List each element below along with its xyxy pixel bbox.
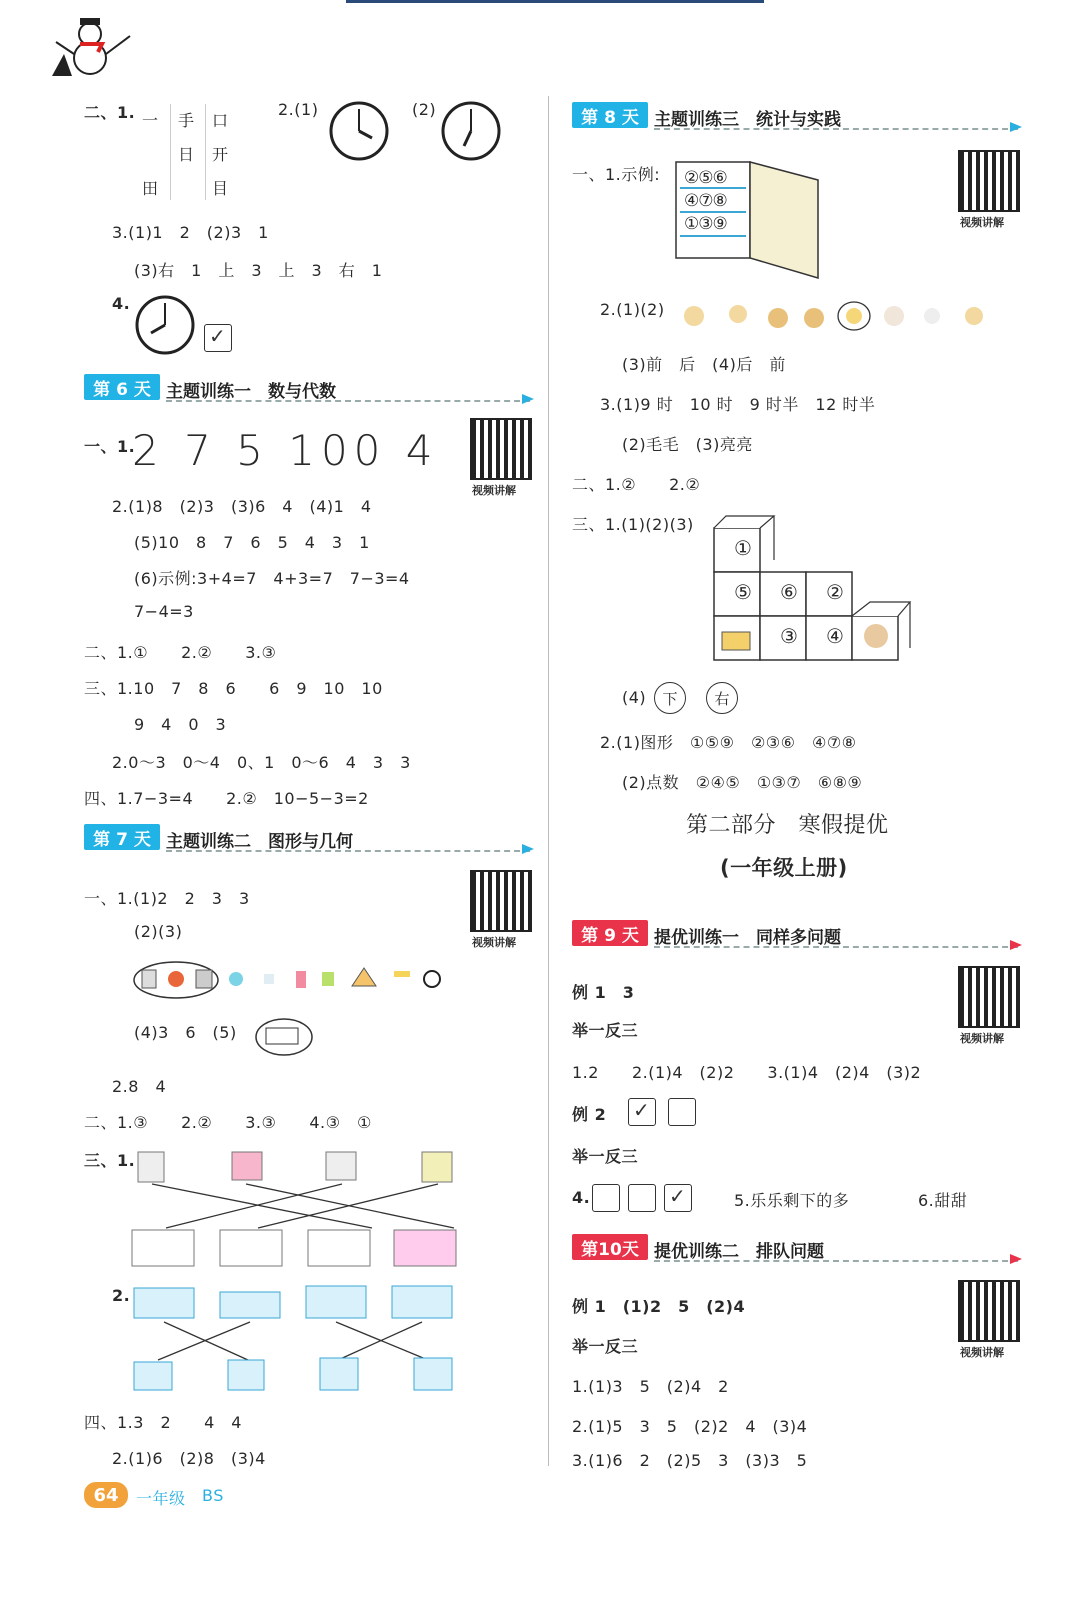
s2-label: 二、1.	[84, 103, 136, 122]
shelf-number: ⑤	[734, 580, 753, 604]
arrow-icon	[522, 394, 534, 404]
day10-header	[572, 1234, 1018, 1262]
jyfs-label: 举一反三	[572, 1337, 639, 1356]
s2-q4-label: 4.	[112, 294, 131, 313]
checkbox-checked	[204, 324, 232, 352]
answer-line: 5.乐乐剩下的多	[734, 1191, 850, 1210]
char-grid	[136, 104, 236, 200]
answer-line: 二、1.③ 2.② 3.③ 4.③ ①	[84, 1113, 372, 1132]
day7-header	[84, 824, 530, 852]
circled-answer: 下	[654, 682, 686, 714]
arrow-icon	[1010, 940, 1022, 950]
grid-char: 开	[212, 145, 229, 164]
s2-q3-line1: 3.(1)1 2 (2)3 1	[112, 223, 269, 242]
answer-line: 9 4 0 3	[134, 715, 227, 734]
snowman-icon	[50, 14, 136, 80]
answer-line: 2.(1)6 (2)8 (3)4	[112, 1449, 266, 1468]
answer-line: (2)毛毛 (3)亮亮	[622, 435, 753, 454]
answer-line: (2)(3)	[134, 922, 183, 941]
circled-answer: 右	[706, 682, 738, 714]
shelf-number: ⑥	[780, 580, 799, 604]
qr-code-icon[interactable]	[470, 418, 532, 480]
answer-line: 2.(1)5 3 5 (2)2 4 (3)4	[572, 1417, 808, 1436]
shelf-number: ④	[826, 624, 845, 648]
answer-line: (6)示例:3+4=7 4+3=7 7−3=4	[134, 569, 410, 588]
jyfs-label: 举一反三	[572, 1021, 639, 1040]
day8-header	[572, 102, 1018, 130]
answer-line: 3.(1)9 时 10 时 9 时半 12 时半	[600, 395, 876, 414]
grid-char: 目	[212, 179, 229, 198]
grid-char: 田	[142, 179, 159, 198]
example-line: 例 2	[572, 1105, 607, 1124]
answer-line: 四、1.3 2 4 4	[84, 1413, 242, 1432]
qr-code-icon[interactable]	[958, 1280, 1020, 1342]
example-line: 例 1 3	[572, 983, 635, 1002]
d6-1-label: 一、1.	[84, 437, 136, 456]
section-title: 主题训练一 数与代数	[166, 382, 336, 402]
grid-char: 口	[212, 111, 229, 130]
jyfs-label: 举一反三	[572, 1147, 639, 1166]
answer-line: 三、1.(1)(2)(3)	[572, 515, 694, 534]
grid-char: 一	[142, 111, 159, 130]
answer-line: 二、1.① 2.② 3.③	[84, 643, 277, 662]
clock-icon	[440, 100, 502, 162]
matching-blocks	[128, 1146, 468, 1270]
arrow-icon	[1010, 1254, 1022, 1264]
answer-line: 7−4=3	[134, 602, 194, 621]
checkbox-checked	[664, 1184, 692, 1212]
grid-char: 日	[178, 145, 195, 164]
section-title: 主题训练二 图形与几何	[166, 832, 353, 852]
qr-code-icon[interactable]	[958, 966, 1020, 1028]
checkbox-empty	[592, 1184, 620, 1212]
s2-q2b-label: (2)	[412, 100, 437, 119]
section-title: 提优训练二 排队问题	[654, 1242, 824, 1262]
day9-header	[572, 920, 1018, 948]
checkbox-empty	[668, 1098, 696, 1126]
shelf-number: ①	[734, 536, 753, 560]
answer-line: (4)3 6 (5)	[134, 1023, 237, 1042]
arrow-icon	[522, 844, 534, 854]
answer-line: 1.2 2.(1)4 (2)2 3.(1)4 (2)4 (3)2	[572, 1063, 922, 1082]
answer-line: 2.(1)8 (2)3 (3)6 4 (4)1 4	[112, 497, 372, 516]
answer-line: 2.(1)(2)	[600, 300, 665, 319]
page-number: 64	[84, 1482, 128, 1508]
footer-grade: 一年级	[136, 1489, 186, 1508]
grid-char: 手	[178, 111, 195, 130]
qr-code-icon[interactable]	[470, 870, 532, 932]
fridge-row: ①③⑨	[684, 214, 727, 234]
answer-line: 三、1.10 7 8 6 6 9 10 10	[84, 679, 383, 698]
answer-line: 2.8 4	[112, 1077, 167, 1096]
qr-code-icon[interactable]	[958, 150, 1020, 212]
answer-label: 4.	[572, 1188, 591, 1207]
qr-label: 视频讲解	[472, 936, 516, 949]
s2-q2-label: 2.(1)	[278, 100, 319, 119]
matching-cubes	[128, 1282, 468, 1396]
cuboid-icon	[254, 1016, 316, 1058]
answer-line: 一、1.(1)2 2 3 3	[84, 889, 250, 908]
answer-line: 二、1.② 2.②	[572, 475, 701, 494]
fridge-row: ②⑤⑥	[684, 168, 727, 188]
arrow-icon	[1010, 122, 1022, 132]
answer-line: 2.0～3 0～4 0、1 0～6 4 3 3	[112, 753, 411, 772]
day-badge: 第10天	[572, 1234, 648, 1260]
section-title: 提优训练一 同样多问题	[654, 928, 841, 948]
answer-line: 6.甜甜	[918, 1191, 968, 1210]
qr-label: 视频讲解	[960, 1346, 1004, 1359]
answer-line: 2.(1)图形 ①⑤⑨ ②③⑥ ④⑦⑧	[600, 733, 857, 752]
clock-icon	[134, 294, 196, 356]
section-title: 主题训练三 统计与实践	[654, 110, 841, 130]
checkbox-empty	[628, 1184, 656, 1212]
answer-line: (5)10 8 7 6 5 4 3 1	[134, 533, 370, 552]
qr-label: 视频讲解	[960, 216, 1004, 229]
checkbox-checked	[628, 1098, 656, 1126]
answer-line: 1.(1)3 5 (2)4 2	[572, 1377, 729, 1396]
day-badge: 第 8 天	[572, 102, 648, 128]
s2-q3-line2: (3)右 1 上 3 上 3 右 1	[134, 261, 383, 280]
shelf-number: ③	[780, 624, 799, 648]
s3-2-label: 2.	[112, 1286, 131, 1305]
handwritten-answers: 2 7 5 100 4	[132, 426, 439, 475]
top-bar	[346, 0, 764, 3]
footer-edition: BS	[202, 1486, 224, 1505]
part-subtitle: (一年级上册)	[720, 856, 848, 880]
answer-label: (4)	[622, 688, 647, 707]
example-line: 例 1 (1)2 5 (2)4	[572, 1297, 746, 1316]
column-divider	[548, 96, 549, 1466]
answer-line: 3.(1)6 2 (2)5 3 (3)3 5	[572, 1451, 808, 1470]
answer-line: (3)前 后 (4)后 前	[622, 355, 786, 374]
day6-header	[84, 374, 530, 402]
clock-icon	[328, 100, 390, 162]
answer-line: (2)点数 ②④⑤ ①③⑦ ⑥⑧⑨	[622, 773, 863, 792]
day-badge: 第 7 天	[84, 824, 160, 850]
day-badge: 第 9 天	[572, 920, 648, 946]
answer-line: 一、1.示例:	[572, 165, 661, 184]
shelf-number: ②	[826, 580, 845, 604]
fridge-row: ④⑦⑧	[684, 191, 727, 211]
shapes-row	[130, 958, 450, 1002]
day-badge: 第 6 天	[84, 374, 160, 400]
qr-label: 视频讲解	[472, 484, 516, 497]
s3-label: 三、1.	[84, 1151, 136, 1170]
qr-label: 视频讲解	[960, 1032, 1004, 1045]
animals-row	[682, 296, 992, 336]
answer-line: 四、1.7−3=4 2.② 10−5−3=2	[84, 789, 369, 808]
part-title: 第二部分 寒假提优	[686, 813, 889, 838]
